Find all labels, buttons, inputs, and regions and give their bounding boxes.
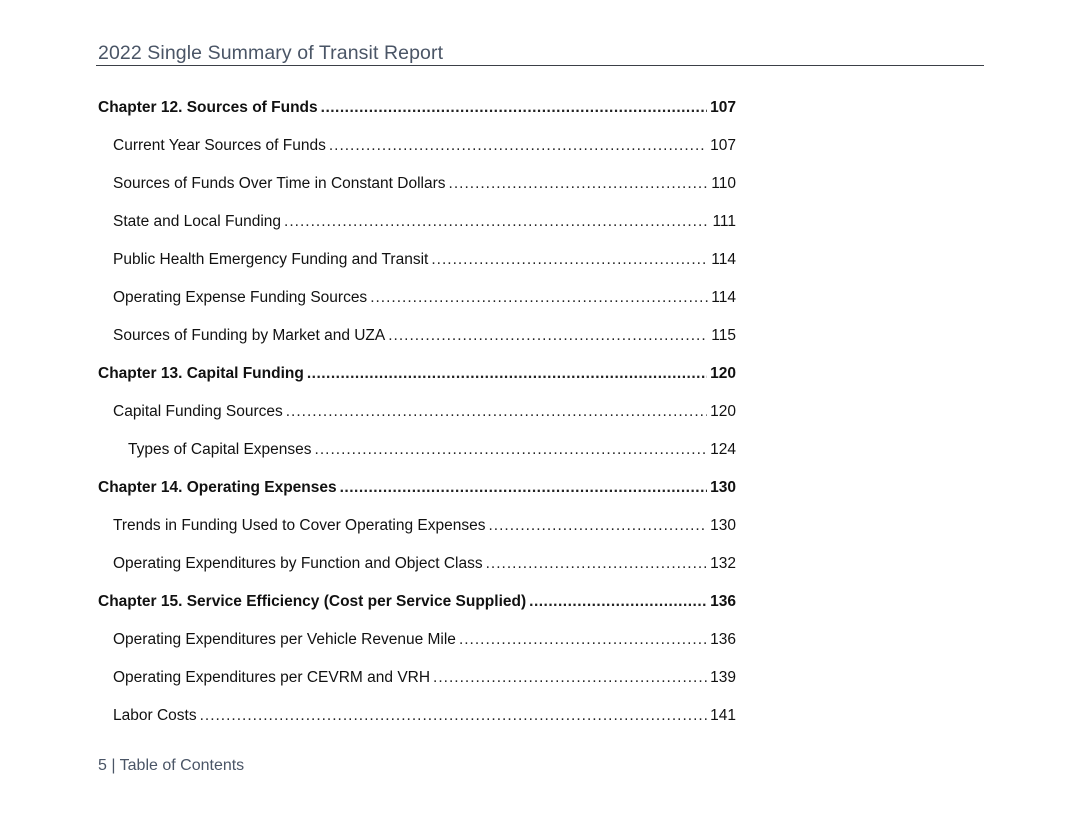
toc-dot-leader: [286, 399, 707, 425]
toc-page-number: 141: [710, 707, 736, 724]
toc-dot-leader: [459, 627, 707, 653]
toc-entry-label: Operating Expenditures by Function and Object Class: [113, 555, 483, 572]
toc-chapter-entry[interactable]: [98, 95, 736, 133]
toc-section-entry[interactable]: [98, 399, 736, 437]
toc-entry-label: Operating Expense Funding Sources: [113, 289, 368, 306]
page-header-title: 2022 Single Summary of Transit Report: [98, 42, 444, 64]
toc-dot-leader: [200, 703, 708, 729]
toc-section-entry[interactable]: [98, 247, 736, 285]
toc-section-entry[interactable]: [98, 133, 736, 171]
toc-entry-label: Chapter 14. Operating Expenses: [98, 479, 337, 496]
toc-page-number: 107: [710, 99, 736, 116]
toc-dot-leader: [321, 95, 707, 121]
toc-dot-leader: [431, 247, 708, 273]
toc-page-number: 114: [711, 251, 736, 268]
toc-page-number: 110: [711, 175, 736, 192]
toc-dot-leader: [307, 361, 707, 387]
toc-entry-label: Operating Expenditures per Vehicle Revenue Mile: [113, 631, 456, 648]
table-of-contents: [98, 95, 736, 741]
toc-page-number: 136: [710, 593, 736, 610]
toc-entry-label: State and Local Funding: [113, 213, 282, 230]
toc-entry-label: Types of Capital Expenses: [128, 441, 312, 458]
toc-dot-leader: [329, 133, 707, 159]
toc-entry-label: Chapter 15. Service Efficiency (Cost per Service Supplied): [98, 593, 527, 610]
toc-entry-label: Sources of Funds Over Time in Constant Dollars: [113, 175, 446, 192]
toc-section-entry[interactable]: [98, 513, 736, 551]
toc-dot-leader: [340, 475, 708, 501]
toc-page-number: 120: [710, 403, 736, 420]
toc-section-entry[interactable]: [98, 171, 736, 209]
toc-page-number: 130: [710, 517, 736, 534]
toc-section-entry[interactable]: [98, 209, 736, 247]
toc-section-entry[interactable]: [98, 665, 736, 703]
toc-page-number: 139: [710, 669, 736, 686]
toc-entry-label: Public Health Emergency Funding and Transit: [113, 251, 429, 268]
toc-entry-label: Current Year Sources of Funds: [113, 137, 326, 154]
toc-page-number: 115: [711, 327, 736, 344]
toc-section-entry[interactable]: [98, 551, 736, 589]
toc-chapter-entry[interactable]: [98, 475, 736, 513]
toc-dot-leader: [486, 551, 708, 577]
toc-dot-leader: [388, 323, 708, 349]
toc-dot-leader: [529, 589, 707, 615]
toc-page-number: 114: [711, 289, 736, 306]
toc-dot-leader: [449, 171, 709, 197]
toc-entry-label: Chapter 12. Sources of Funds: [98, 99, 318, 116]
toc-dot-leader: [488, 513, 707, 539]
toc-page-number: 136: [710, 631, 736, 648]
page-footer: 5 | Table of Contents: [98, 757, 245, 774]
toc-entry-label: Sources of Funding by Market and UZA: [113, 327, 386, 344]
toc-section-entry[interactable]: [98, 285, 736, 323]
toc-section-entry[interactable]: [98, 323, 736, 361]
header-divider: [96, 65, 984, 66]
toc-dot-leader: [370, 285, 708, 311]
toc-dot-leader: [284, 209, 709, 235]
toc-page-number: 111: [712, 213, 736, 230]
toc-entry-label: Operating Expenditures per CEVRM and VRH: [113, 669, 431, 686]
toc-dot-leader: [315, 437, 708, 463]
toc-page-number: 132: [710, 555, 736, 572]
toc-chapter-entry[interactable]: [98, 589, 736, 627]
toc-entry-label: Capital Funding Sources: [113, 403, 283, 420]
toc-entry-label: Chapter 13. Capital Funding: [98, 365, 304, 382]
toc-page-number: 120: [710, 365, 736, 382]
toc-page-number: 107: [710, 137, 736, 154]
toc-page-number: 130: [710, 479, 736, 496]
toc-section-entry[interactable]: [98, 627, 736, 665]
toc-entry-label: Trends in Funding Used to Cover Operating Expenses: [113, 517, 486, 534]
toc-section-entry[interactable]: [98, 437, 736, 475]
toc-chapter-entry[interactable]: [98, 361, 736, 399]
toc-section-entry[interactable]: [98, 703, 736, 741]
toc-entry-label: Labor Costs: [113, 707, 197, 724]
toc-dot-leader: [433, 665, 707, 691]
toc-page-number: 124: [710, 441, 736, 458]
